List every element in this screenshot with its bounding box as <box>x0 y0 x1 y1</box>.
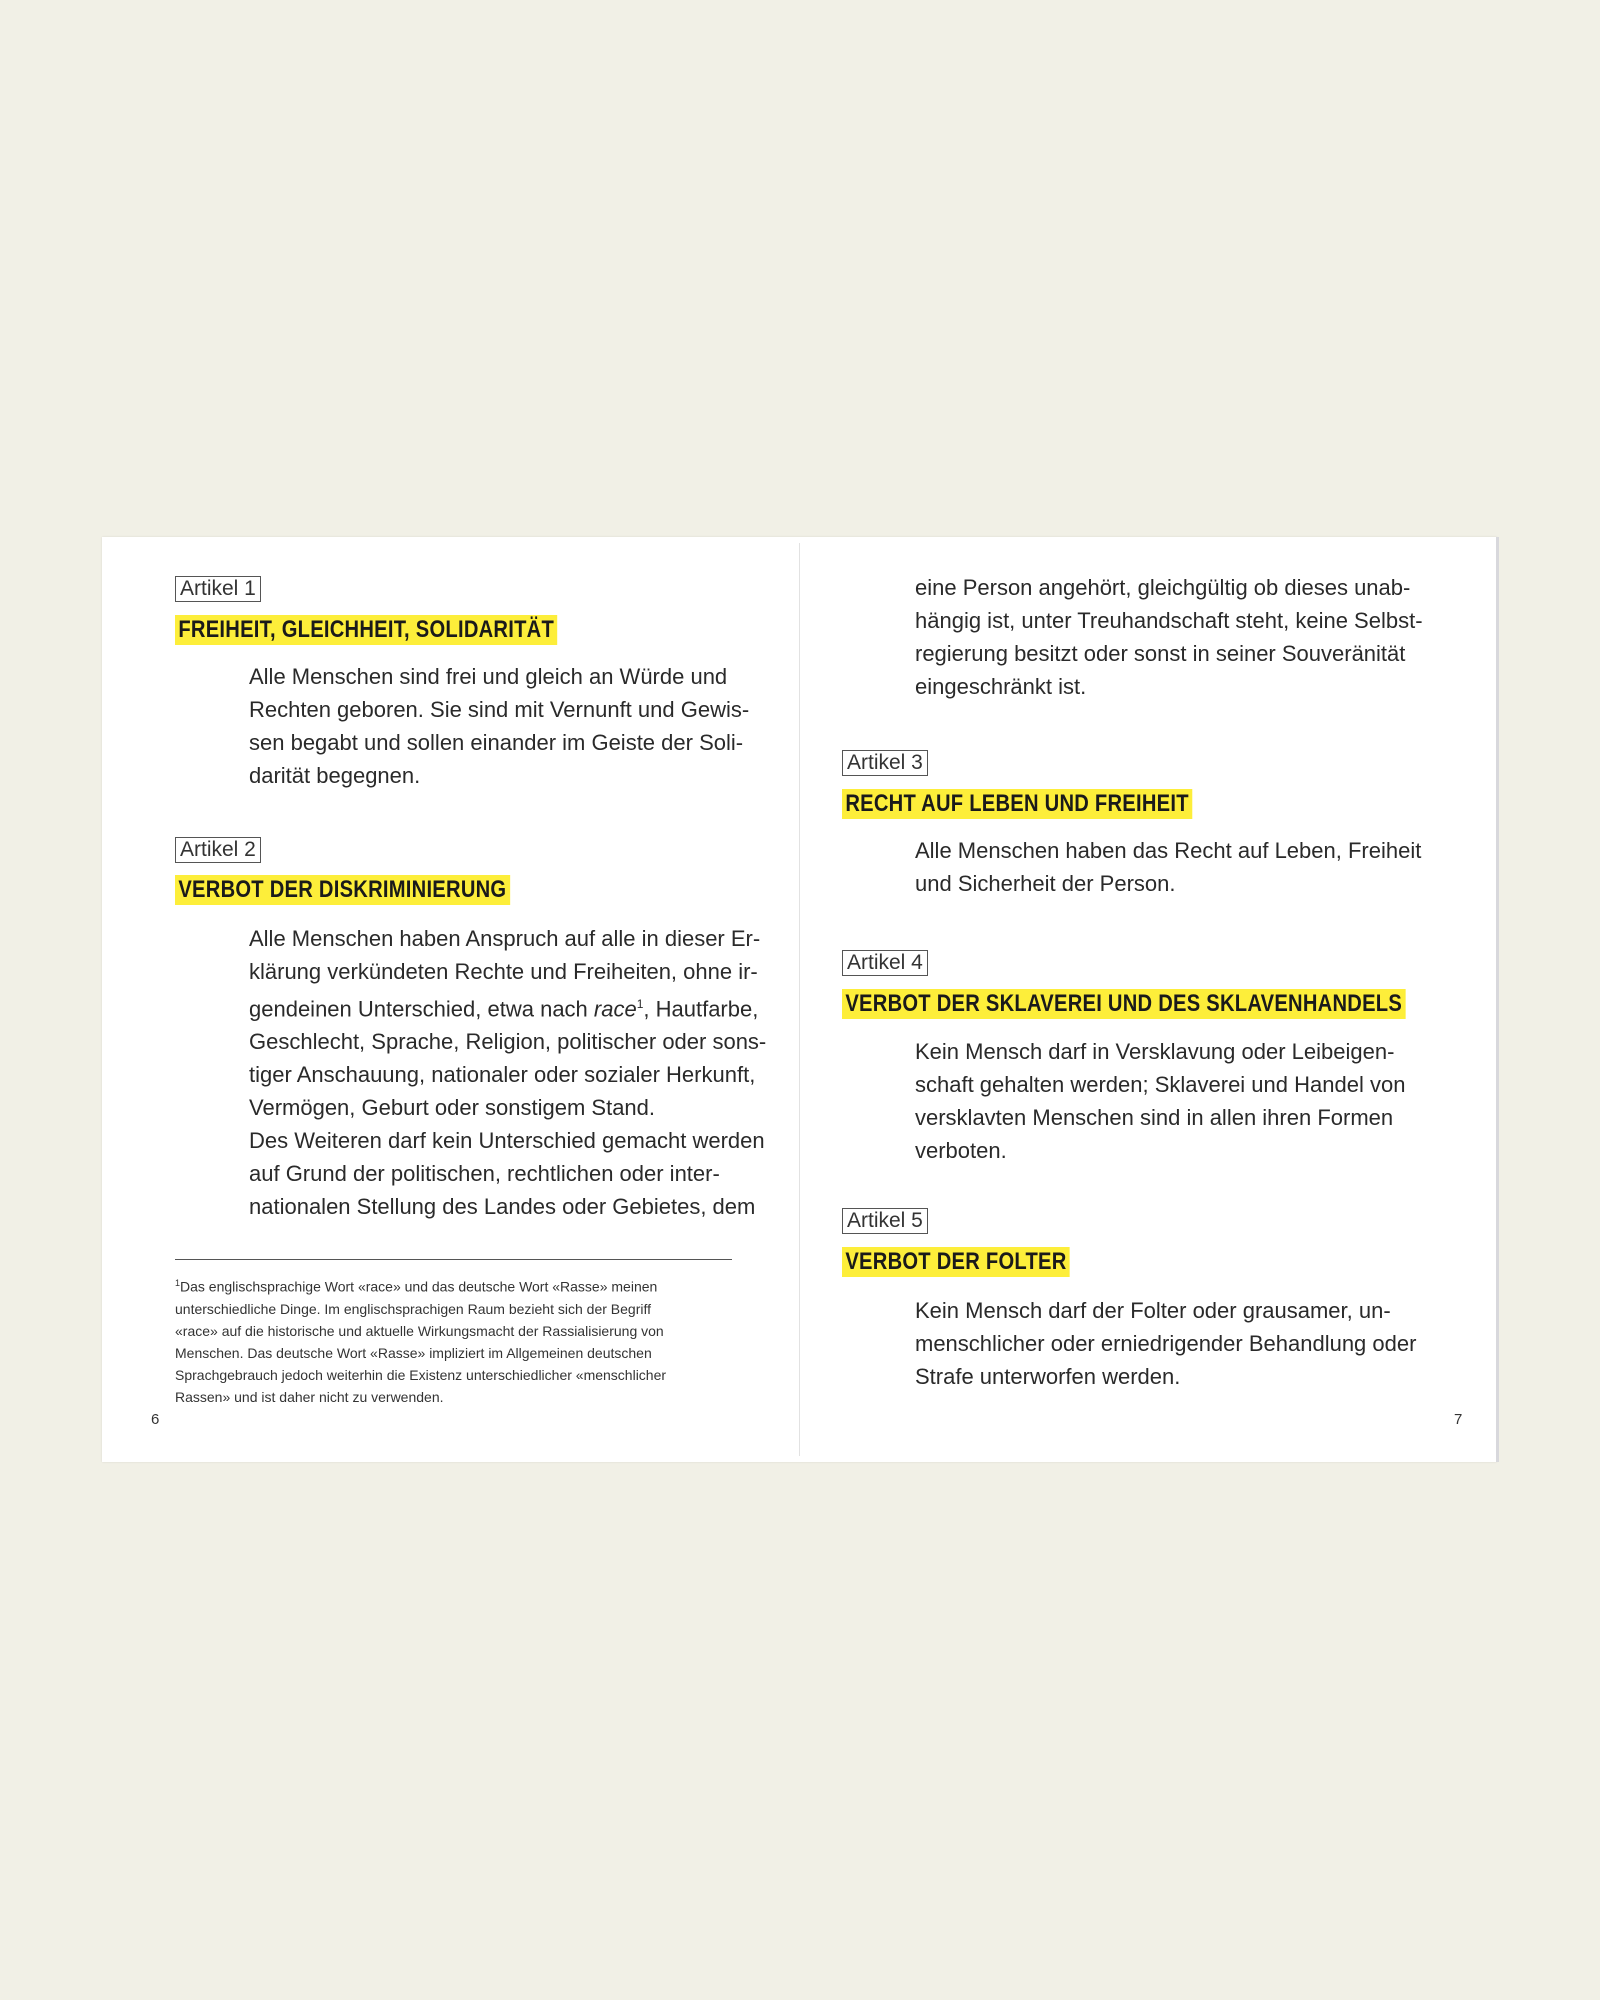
text-line: Rechten geboren. Sie sind mit Vernunft und Gewis- <box>249 697 750 722</box>
footnote-line: Menschen. Das deutsche Wort «Rasse» impliziert im Allgemeinen deutschen <box>175 1344 652 1361</box>
text-line: Strafe unterworfen werden. <box>915 1364 1181 1389</box>
article-5-text <box>915 1294 1441 1393</box>
text-segment: gendeinen Unterschied, etwa nach <box>249 996 594 1022</box>
text-line: Alle Menschen haben das Recht auf Leben, Freiheit <box>915 838 1422 863</box>
text-line: verboten. <box>915 1138 1007 1163</box>
text-line: eingeschränkt ist. <box>915 674 1087 699</box>
text-line: nationalen Stellung des Landes oder Gebietes, dem <box>249 1194 756 1220</box>
footnote-line: Sprachgebrauch jedoch weiterhin die Existenz unterschiedlicher «menschlicher <box>175 1366 667 1383</box>
footnote-line: Rassen» und ist daher nicht zu verwenden. <box>175 1388 444 1405</box>
text-line: hängig ist, unter Treuhandschaft steht, keine Selbst- <box>915 608 1423 633</box>
article-3-text <box>915 834 1441 900</box>
page-number-right: 7 <box>1454 1411 1463 1428</box>
text-line: regierung besitzt oder sonst in seiner Souveränität <box>915 641 1406 666</box>
book-spread <box>102 537 1497 1462</box>
article-5-label: Artikel 5 <box>842 1208 928 1234</box>
text-segment: , Hautfarbe, <box>643 996 759 1022</box>
article-4-label: Artikel 4 <box>842 950 928 976</box>
footnote-ref: 1 <box>636 997 644 1011</box>
footnote-text: Das englischsprachige Wort «race» und das deutsche Wort «Rasse» meinen <box>180 1278 658 1295</box>
text-line: Des Weiteren darf kein Unterschied gemacht werden <box>249 1128 765 1154</box>
text-line: Alle Menschen haben Anspruch auf alle in dieser Er- <box>249 926 761 951</box>
article-5-heading: VERBOT DER FOLTER <box>842 1247 1070 1277</box>
text-line: eine Person angehört, gleichgültig ob dieses unab- <box>915 575 1411 600</box>
footnote-line <box>175 1272 745 1298</box>
text-line: klärung verkündeten Rechte und Freiheiten, ohne ir- <box>249 959 758 984</box>
article-3-label: Artikel 3 <box>842 750 928 776</box>
text-line: schaft gehalten werden; Sklaverei und Handel von <box>915 1072 1406 1097</box>
text-line: Kein Mensch darf der Folter oder grausamer, un- <box>915 1298 1391 1323</box>
article-1-heading: FREIHEIT, GLEICHHEIT, SOLIDARITÄT <box>175 615 557 645</box>
text-line: darität begegnen. <box>249 763 421 788</box>
text-line: Alle Menschen sind frei und gleich an Würde und <box>249 664 728 689</box>
footnote <box>175 1272 745 1408</box>
text-line: versklavten Menschen sind in allen ihren Formen <box>915 1105 1394 1130</box>
article-2-label: Artikel 2 <box>175 837 261 863</box>
page-gutter <box>799 543 800 1456</box>
text-line: Geschlecht, Sprache, Religion, politischer oder sons- <box>249 1029 767 1055</box>
footnote-marker: 1 <box>175 1278 181 1288</box>
page-number-left: 6 <box>151 1411 160 1428</box>
text-line: tiger Anschauung, nationaler oder sozialer Herkunft, <box>249 1062 756 1088</box>
article-2-heading: VERBOT DER DISKRIMINIERUNG <box>175 875 510 905</box>
article-4-heading: VERBOT DER SKLAVEREI UND DES SKLAVENHANDELS <box>842 989 1405 1019</box>
footnote-line: «race» auf die historische und aktuelle Wirkungsmacht der Rassialisierung von <box>175 1322 664 1339</box>
text-line: menschlicher oder erniedrigender Behandlung oder <box>915 1331 1417 1356</box>
article-3-heading: RECHT AUF LEBEN UND FREIHEIT <box>842 789 1192 819</box>
article-1-text <box>249 660 777 792</box>
text-line <box>249 988 777 1025</box>
article-1-label: Artikel 1 <box>175 576 261 602</box>
page-edge <box>1496 537 1499 1462</box>
article-4-text <box>915 1035 1441 1167</box>
footnote-line: unterschiedliche Dinge. Im englischsprachigen Raum bezieht sich der Begriff <box>175 1300 651 1317</box>
text-line: Vermögen, Geburt oder sonstigem Stand. <box>249 1095 656 1121</box>
text-line: und Sicherheit der Person. <box>915 871 1176 896</box>
italic-term: race <box>593 996 637 1022</box>
footnote-rule <box>175 1259 732 1260</box>
article-2-continuation <box>915 571 1441 703</box>
text-line: auf Grund der politischen, rechtlichen oder inter- <box>249 1161 720 1187</box>
article-2-text <box>249 922 777 1223</box>
text-line: sen begabt und sollen einander im Geiste der Soli- <box>249 730 744 755</box>
text-line: Kein Mensch darf in Versklavung oder Leibeigen- <box>915 1039 1395 1064</box>
